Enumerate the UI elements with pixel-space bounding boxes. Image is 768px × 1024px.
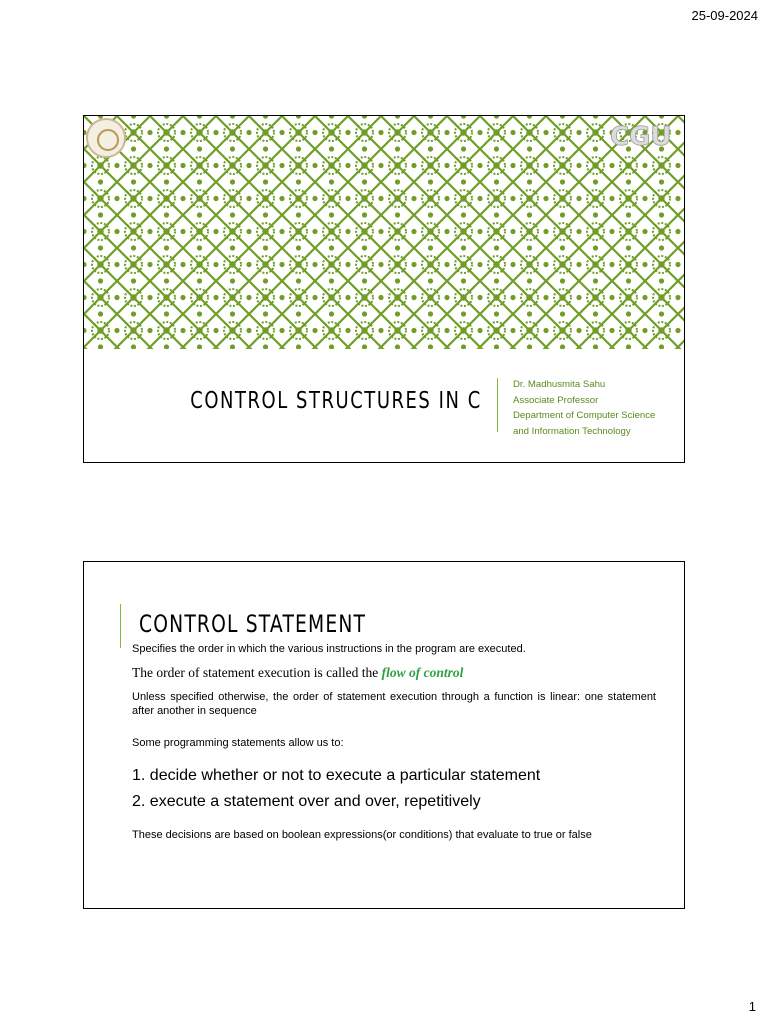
decorative-pattern: [84, 116, 684, 349]
paragraph-2: [132, 666, 656, 680]
slide-heading: CONTROL STATEMENT: [139, 610, 367, 638]
author-department: Department of Computer Science: [513, 410, 656, 421]
slide-title: CONTROL STRUCTURES IN C: [190, 388, 482, 414]
content-slide: [83, 561, 685, 909]
vertical-divider: [497, 378, 498, 432]
page-number: 1: [748, 999, 756, 1014]
paragraph-5: These decisions are based on boolean expressions(or conditions) that evaluate to true or false: [132, 829, 592, 841]
author-block: [513, 377, 655, 439]
author-department-cont: and Information Technology: [513, 425, 631, 437]
svg-text:CGU: CGU: [610, 122, 672, 152]
paragraph-1: Specifies the order in which the various instructions in the program are executed.: [132, 643, 526, 655]
page-date: 25-09-2024: [691, 8, 758, 23]
paragraph-2-prefix: The order of statement execution is called the: [132, 665, 379, 680]
university-seal-logo: [86, 118, 126, 158]
flow-of-control-emphasis: flow of control: [381, 665, 464, 680]
cgu-logo: [608, 118, 682, 156]
paragraph-4: Some programming statements allow us to:: [132, 737, 344, 749]
list-item-1: 1. decide whether or not to execute a particular statement: [132, 767, 541, 784]
paragraph-3: Unless specified otherwise, the order of statement execution through a function is linear: one statement after another in sequence: [132, 691, 656, 717]
author-position: Associate Professor: [513, 394, 599, 406]
list-item-2: 2. execute a statement over and over, repetitively: [132, 793, 481, 810]
title-slide: [83, 115, 685, 463]
title-accent-bar: [120, 604, 121, 648]
author-name: Dr. Madhusmita Sahu: [513, 379, 606, 390]
